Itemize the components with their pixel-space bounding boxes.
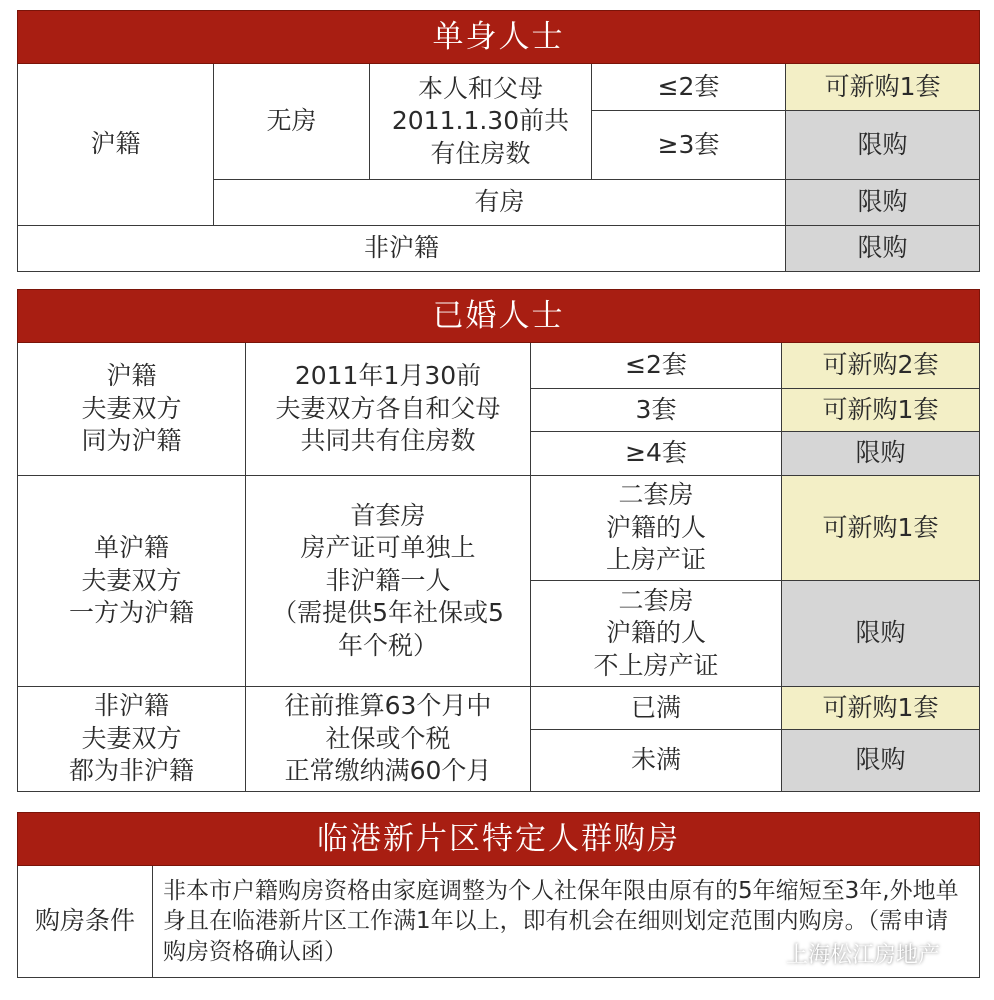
married-g2-label: 单沪籍 夫妻双方 一方为沪籍: [18, 476, 246, 687]
married-g3-cond-1: 已满: [531, 687, 782, 730]
single-table: [17, 10, 980, 272]
married-g2-result-2: 限购: [782, 581, 980, 687]
married-g3-desc: 往前推算63个月中 社保或个税 正常缴纳满60个月: [246, 687, 531, 792]
married-table: [17, 289, 980, 792]
watermark-text: 上海松江房地产: [786, 943, 941, 968]
married-g1-result-3: 限购: [782, 432, 980, 476]
single-no-house: 无房: [214, 64, 370, 180]
married-g3-label: 非沪籍 夫妻双方 都为非沪籍: [18, 687, 246, 792]
married-g1-cond-1: ≤2套: [531, 343, 782, 389]
married-g1-desc: 2011年1月30前 夫妻双方各自和父母 共同共有住房数: [246, 343, 531, 476]
married-g3-result-2: 限购: [782, 730, 980, 792]
single-ge3: ≥3套: [592, 111, 786, 180]
married-g2-cond-2: 二套房 沪籍的人 不上房产证: [531, 581, 782, 687]
married-g1-label: 沪籍 夫妻双方 同为沪籍: [18, 343, 246, 476]
lingang-cond-text: 非本市户籍购房资格由家庭调整为个人社保年限由原有的5年缩短至3年,外地单身且在临港新片区工作满1年以上，即有机会在细则划定范围内购房。（需申请购房资格确认函）: [153, 866, 980, 978]
watermark: [750, 938, 940, 969]
single-has-house: 有房: [214, 180, 786, 226]
married-g2-result-1: 可新购1套: [782, 476, 980, 581]
single-result-ge3: 限购: [786, 111, 980, 180]
married-g2-cond-1: 二套房 沪籍的人 上房产证: [531, 476, 782, 581]
married-g3-cond-2: 未满: [531, 730, 782, 792]
married-header: 已婚人士: [18, 290, 980, 343]
single-result-le2: 可新购1套: [786, 64, 980, 111]
married-g1-result-2: 可新购1套: [782, 389, 980, 432]
single-header: 单身人士: [18, 11, 980, 64]
married-g1-cond-2: 3套: [531, 389, 782, 432]
married-g1-cond-3: ≥4套: [531, 432, 782, 476]
wechat-icon: [750, 941, 780, 967]
single-result-non-hu: 限购: [786, 226, 980, 272]
married-g2-desc: 首套房 房产证可单独上 非沪籍一人 （需提供5年社保或5 年个税）: [246, 476, 531, 687]
single-non-hu: 非沪籍: [18, 226, 786, 272]
lingang-cond-label: 购房条件: [18, 866, 153, 978]
single-result-has-house: 限购: [786, 180, 980, 226]
married-g1-result-1: 可新购2套: [782, 343, 980, 389]
single-count-desc: 本人和父母 2011.1.30前共 有住房数: [370, 64, 592, 180]
lingang-header: 临港新片区特定人群购房: [18, 813, 980, 866]
single-le2: ≤2套: [592, 64, 786, 111]
married-g3-result-1: 可新购1套: [782, 687, 980, 730]
single-hu-label: 沪籍: [18, 64, 214, 226]
